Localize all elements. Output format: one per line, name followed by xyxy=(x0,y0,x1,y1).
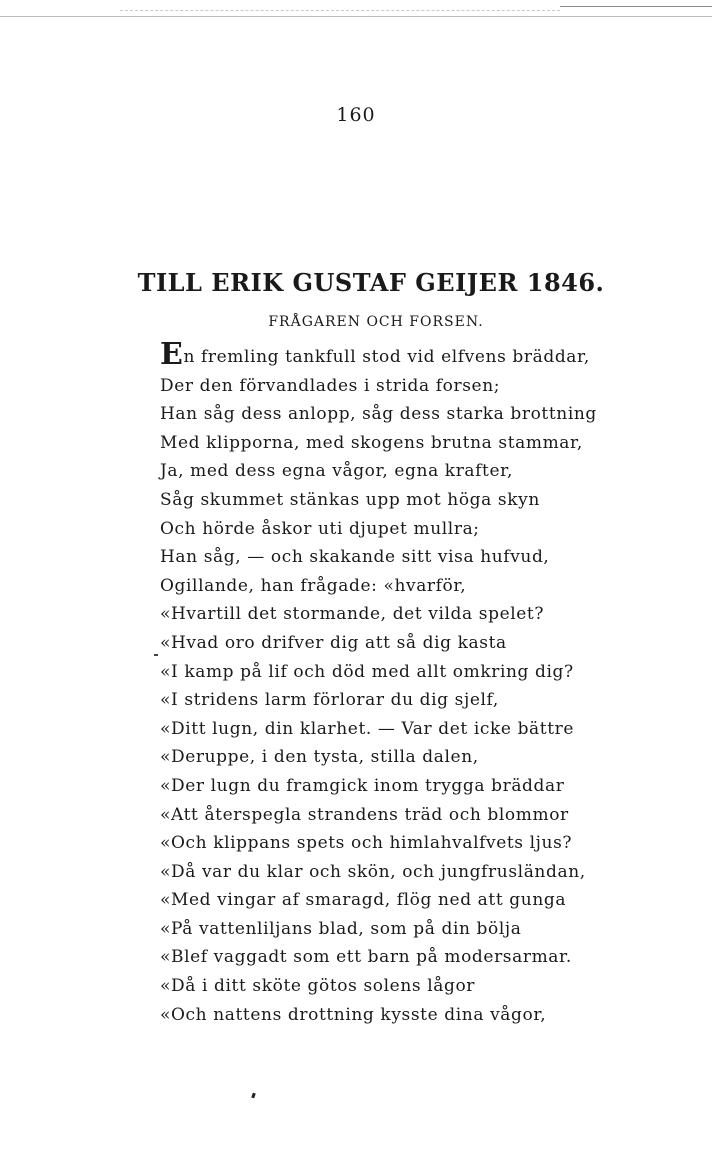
poem-line: «På vattenliljans blad, som på din bölja xyxy=(160,918,522,939)
page-number: 160 xyxy=(336,104,376,126)
poem-line: «I stridens larm förlorar du dig sjelf, xyxy=(160,690,499,711)
poem-line: Såg skummet stänkas upp mot höga skyn xyxy=(160,489,540,510)
scan-top-edge-line xyxy=(0,16,712,17)
poem-line: «Och nattens drottning kysste dina vågor, xyxy=(160,1004,547,1025)
poem-line: Der den förvandlades i strida forsen; xyxy=(160,375,501,396)
poem-line: «Att återspegla strandens träd och blommor xyxy=(160,804,569,825)
poem-line: «I kamp på lif och död med allt omkring dig? xyxy=(160,661,574,682)
poem-line: Ogillande, han frågade: «hvarför, xyxy=(160,575,467,596)
poem-line: «Deruppe, i den tysta, stilla dalen, xyxy=(160,747,479,768)
poem-line: Och hörde åskor uti djupet mullra; xyxy=(160,518,480,539)
poem-line: Han såg dess anlopp, såg dess starka brottning xyxy=(160,404,597,425)
poem-line: «Hvartill det stormande, det vilda spelet? xyxy=(160,604,545,625)
poem-line: «Med vingar af smaragd, flög ned att gunga xyxy=(160,890,567,911)
poem-title: TILL ERIK GUSTAF GEIJER 1846. xyxy=(137,268,605,297)
poem-line-first-rest: n fremling tankfull stod vid elfvens bräddar, xyxy=(183,347,590,367)
poem-line: Han såg, — och skakande sitt visa hufvud, xyxy=(160,547,550,568)
ink-speck xyxy=(251,1093,256,1099)
poem-line: «Der lugn du framgick inom trygga bräddar xyxy=(160,775,565,796)
scan-top-right-line xyxy=(560,6,712,7)
poem-line: «Då var du klar och skön, och jungfrusländan, xyxy=(160,861,586,882)
poem-line: «Och klippans spets och himlahvalfvets ljus? xyxy=(160,833,573,854)
margin-speck xyxy=(154,654,158,656)
poem-line: «Ditt lugn, din klarhet. — Var det icke bättre xyxy=(160,718,575,739)
poem-line: «Blef vaggadt som ett barn på modersarmar. xyxy=(160,947,572,968)
poem-subtitle: FRÅGAREN OCH FORSEN. xyxy=(268,314,484,330)
scan-top-dashed-line xyxy=(120,10,560,11)
drop-cap: E xyxy=(160,337,184,372)
poem-line: «Hvad oro drifver dig att så dig kasta xyxy=(160,632,507,653)
poem-body xyxy=(160,337,680,1029)
poem-line: Ja, med dess egna vågor, egna krafter, xyxy=(160,461,514,482)
poem-line: Med klipporna, med skogens brutna stammar, xyxy=(160,432,583,453)
poem-line: «Då i ditt sköte götos solens lågor xyxy=(160,976,476,997)
poem-line-first xyxy=(160,337,680,372)
